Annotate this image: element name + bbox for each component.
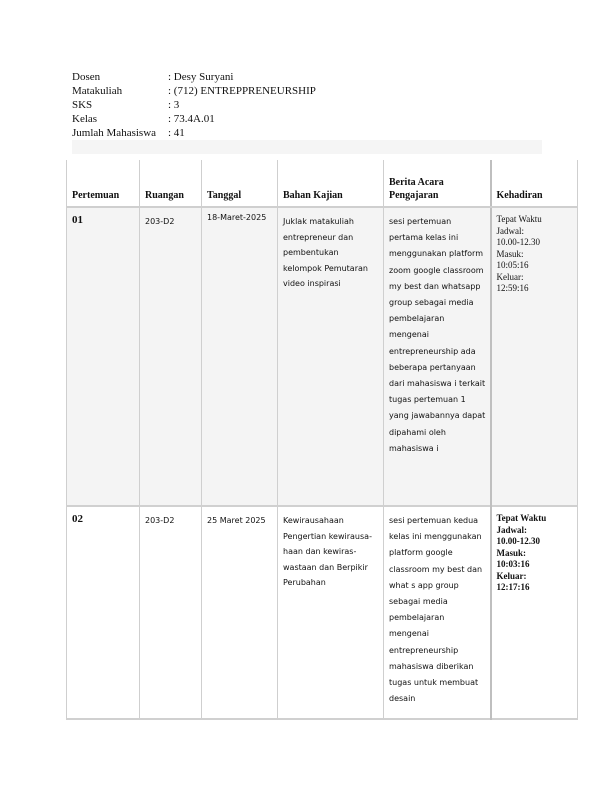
table-header-row [67,160,578,207]
meta-value: : (712) ENTREPPRENEURSHIP [168,85,316,97]
meta-label: Matakuliah [72,85,123,97]
header-bahan-kajian: Bahan Kajian [278,160,384,207]
meta-label: Dosen [72,71,101,83]
cell-berita-acara: sesi pertemuan pertama kelas ini menggunakan platform zoom google classroom my best dan whatsapp group sebagai media pembelajaran mengenai entrepreneurship ada beberapa pertanyaan dari mahasiswa i terkait tugas pertemuan 1 yang jawabannya dapat dipahami oleh mahasiswa i [384,207,491,506]
kehadiran-jadwal-value: 10.00-12.30 [496,237,540,247]
meta-value: : Desy Suryani [168,71,234,83]
kehadiran-keluar-value: 12:59:16 [496,283,529,293]
meta-value: : 3 [168,99,180,111]
cell-pertemuan: 01 [67,207,140,506]
cell-kehadiran [491,506,578,719]
header-pertemuan: Pertemuan [67,160,140,207]
header-ruangan: Ruangan [140,160,202,207]
table-row [67,207,578,506]
cell-bahan-kajian: Juklak matakuliah entrepreneur dan pembentukan kelompok Pemutaran video inspirasi [278,207,384,506]
kehadiran-masuk-label: Masuk: [496,248,524,259]
meta-row-dosen [72,70,316,84]
meta-row-kelas [72,112,316,126]
attendance-table [66,160,578,720]
meta-row-matakuliah [72,84,316,98]
kehadiran-keluar-label: Keluar: [496,570,527,581]
meta-row-sks [72,98,316,112]
meta-band [72,140,542,154]
kehadiran-status: Tepat Waktu [496,214,542,224]
header-kehadiran: Kehadiran [491,160,578,207]
cell-tanggal: 25 Maret 2025 [202,506,278,719]
course-info [72,70,316,140]
meta-label: Kelas [72,113,98,125]
kehadiran-status: Tepat Waktu [496,513,547,523]
cell-kehadiran [491,207,578,506]
meta-value: : 41 [168,127,185,139]
kehadiran-masuk-value: 10:03:16 [496,559,530,569]
cell-ruangan: 203-D2 [140,506,202,719]
kehadiran-jadwal-label: Jadwal: [496,524,528,535]
meta-label: SKS [72,99,93,111]
kehadiran-masuk-value: 10:05:16 [496,260,529,270]
kehadiran-masuk-label: Masuk: [496,547,527,558]
cell-berita-acara: sesi pertemuan kedua kelas ini menggunakan platform google classroom my best dan what s app group sebagai media pembelajaran mengenai entrepreneurship mahasiswa diberikan tugas untuk membuat desain [384,506,491,719]
cell-ruangan: 203-D2 [140,207,202,506]
table-row [67,506,578,719]
cell-tanggal: 18-Maret-2025 [202,207,278,506]
kehadiran-keluar-label: Keluar: [496,271,524,282]
meta-value: : 73.4A.01 [168,113,215,125]
cell-pertemuan: 02 [67,506,140,719]
kehadiran-jadwal-label: Jadwal: [496,225,524,236]
header-berita-acara: Berita Acara Pengajaran [384,160,491,207]
cell-bahan-kajian: Kewirausahaan Pengertian kewirausa-haan dan kewiras-wastaan dan Berpikir Perubahan [278,506,384,719]
kehadiran-keluar-value: 12:17:16 [496,582,530,592]
meta-label: Jumlah Mahasiswa [72,127,157,139]
kehadiran-jadwal-value: 10.00-12.30 [496,536,540,546]
header-tanggal: Tanggal [202,160,278,207]
meta-row-jumlah-mahasiswa [72,126,316,140]
